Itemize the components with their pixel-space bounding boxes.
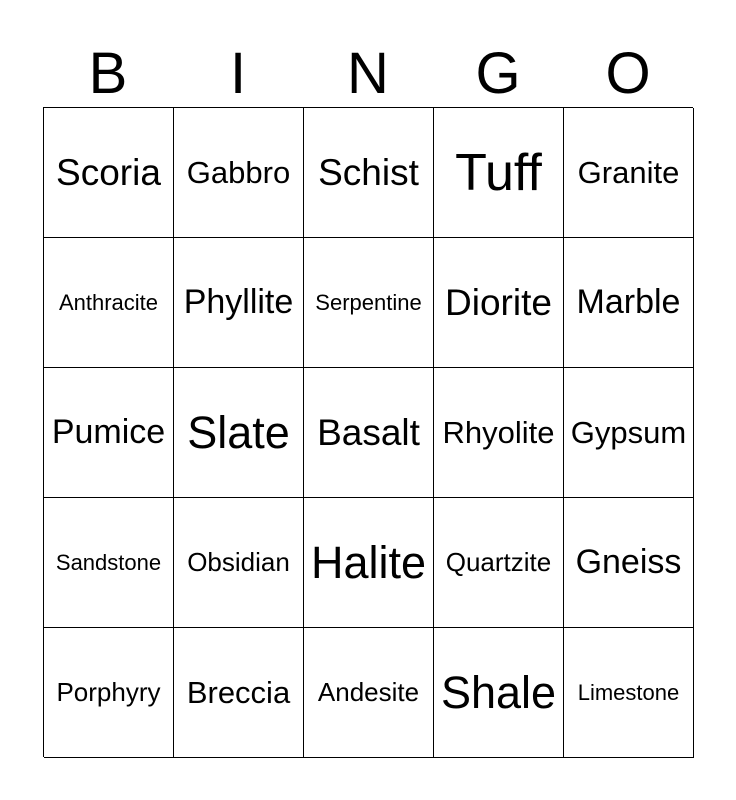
bingo-cell[interactable]: Tuff	[434, 108, 564, 238]
bingo-cell[interactable]: Obsidian	[174, 498, 304, 628]
bingo-cell[interactable]: Gneiss	[564, 498, 694, 628]
bingo-cell[interactable]: Basalt	[304, 368, 434, 498]
bingo-cell[interactable]: Schist	[304, 108, 434, 238]
header-letter-o: O	[605, 41, 651, 106]
bingo-cell[interactable]: Granite	[564, 108, 694, 238]
header-letter-b: B	[88, 41, 128, 106]
bingo-cell[interactable]: Breccia	[174, 628, 304, 758]
bingo-cell[interactable]: Phyllite	[174, 238, 304, 368]
bingo-cell[interactable]: Slate	[174, 368, 304, 498]
bingo-cell[interactable]: Anthracite	[44, 238, 174, 368]
header-letter-g: G	[475, 41, 521, 106]
bingo-header	[43, 40, 693, 108]
header-letter-i: I	[229, 41, 247, 106]
header-letter-n: N	[347, 41, 389, 106]
bingo-cell[interactable]: Limestone	[564, 628, 694, 758]
bingo-cell[interactable]: Rhyolite	[434, 368, 564, 498]
bingo-cell[interactable]: Gabbro	[174, 108, 304, 238]
bingo-cell[interactable]: Porphyry	[44, 628, 174, 758]
bingo-cell[interactable]: Shale	[434, 628, 564, 758]
bingo-cell[interactable]: Marble	[564, 238, 694, 368]
bingo-cell[interactable]: Quartzite	[434, 498, 564, 628]
bingo-cell[interactable]: Halite	[304, 498, 434, 628]
bingo-cell[interactable]: Scoria	[44, 108, 174, 238]
bingo-cell[interactable]: Gypsum	[564, 368, 694, 498]
bingo-cell[interactable]: Sandstone	[44, 498, 174, 628]
bingo-cell[interactable]: Diorite	[434, 238, 564, 368]
bingo-cell[interactable]: Serpentine	[304, 238, 434, 368]
bingo-cell[interactable]: Andesite	[304, 628, 434, 758]
bingo-board	[43, 107, 693, 757]
bingo-cell[interactable]: Pumice	[44, 368, 174, 498]
